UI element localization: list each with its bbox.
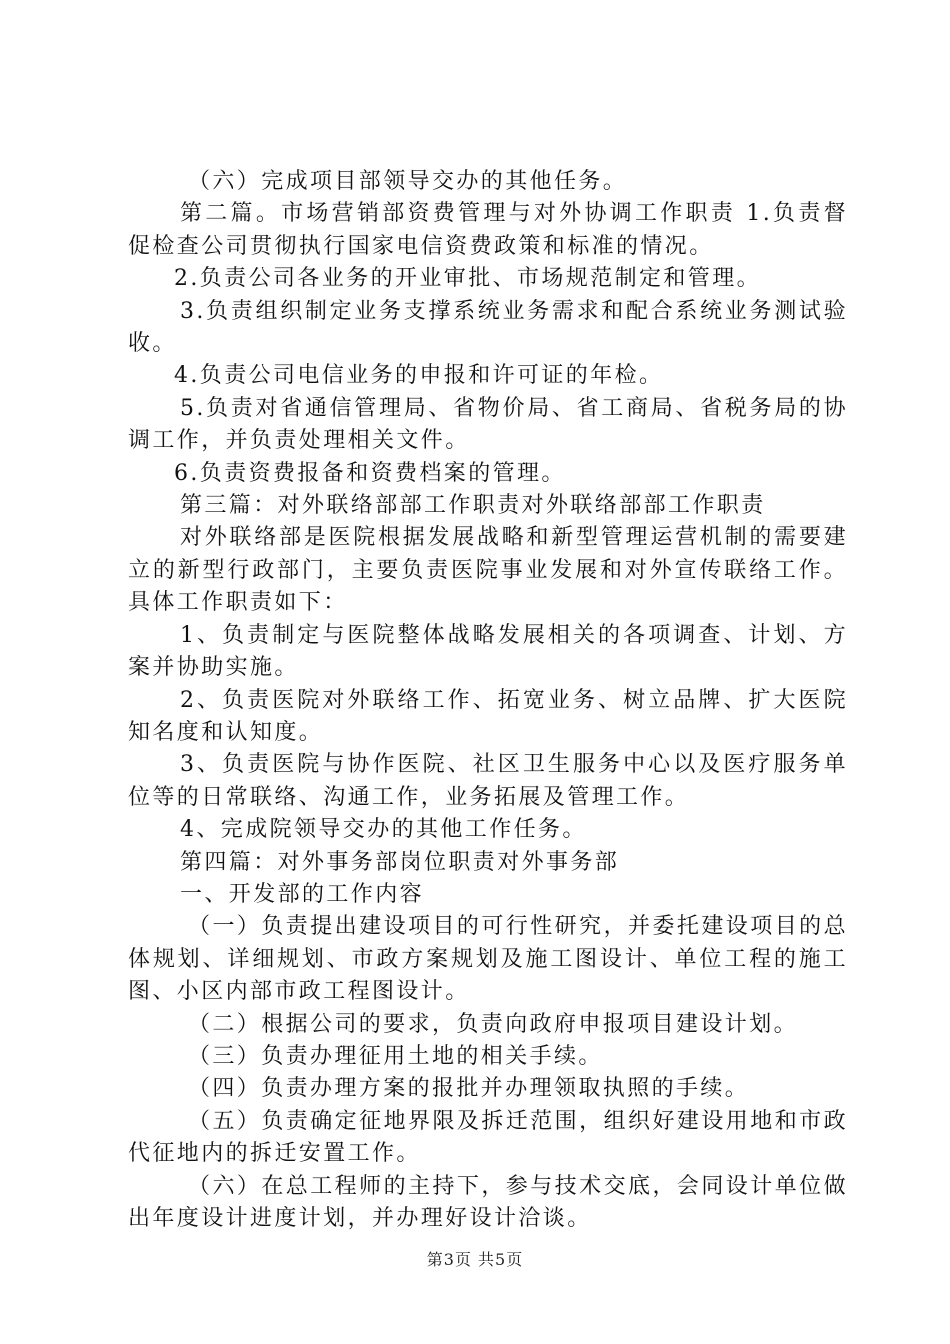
paragraph: （六）在总工程师的主持下，参与技术交底，会同设计单位做出年度设计进度计划，并办理好设计洽谈。 bbox=[128, 1173, 848, 1231]
paragraph: 4、完成院领导交办的其他工作任务。 bbox=[180, 817, 587, 843]
paragraph: 一、开发部的工作内容 bbox=[180, 881, 425, 907]
paragraph: 对外联络部是医院根据发展战略和新型管理运营机制的需要建立的新型行政部门，主要负责医院事业发展和对外宣传联络工作。具体工作职责如下： bbox=[128, 525, 848, 616]
paragraph: 第二篇。市场营销部资费管理与对外协调工作职责 1.负责督促检查公司贯彻执行国家电信资费政策和标准的情况。 bbox=[128, 201, 848, 259]
paragraph: 6.负责资费报备和资费档案的管理。 bbox=[174, 460, 566, 486]
document-body bbox=[128, 166, 848, 1235]
paragraph: 4.负责公司电信业务的申报和许可证的年检。 bbox=[174, 363, 664, 389]
paragraph: （二）根据公司的要求，负责向政府申报项目建设计划。 bbox=[188, 1011, 799, 1037]
paragraph: 1、负责制定与医院整体战略发展相关的各项调查、计划、方案并协助实施。 bbox=[128, 622, 848, 681]
paragraph: 3.负责组织制定业务支撑系统业务需求和配合系统业务测试验收。 bbox=[128, 298, 848, 357]
page-number-footer: 第3页 共5页 bbox=[426, 1250, 524, 1269]
paragraph: （四）负责办理方案的报批并办理领取执照的手续。 bbox=[188, 1076, 750, 1102]
paragraph: 2.负责公司各业务的开业审批、市场规范制定和管理。 bbox=[174, 266, 761, 292]
section-heading: 第四篇：对外事务部岗位职责对外事务部 bbox=[180, 849, 620, 875]
paragraph: （六）完成项目部领导交办的其他任务。 bbox=[188, 169, 628, 194]
paragraph: （一）负责提出建设项目的可行性研究，并委托建设项目的总体规划、详细规划、市政方案规划及施工图设计、单位工程的施工图、小区内部市政工程图设计。 bbox=[128, 914, 848, 1005]
section-heading: 第三篇：对外联络部部工作职责对外联络部部工作职责 bbox=[180, 493, 766, 519]
paragraph: （三）负责办理征用土地的相关手续。 bbox=[188, 1043, 603, 1069]
paragraph: （五）负责确定征地界限及拆迁范围，组织好建设用地和市政代征地内的拆迁安置工作。 bbox=[128, 1108, 848, 1167]
paragraph: 3、负责医院与协作医院、社区卫生服务中心以及医疗服务单位等的日常联络、沟通工作，业务拓展及管理工作。 bbox=[128, 752, 848, 810]
paragraph: 5.负责对省通信管理局、省物价局、省工商局、省税务局的协调工作，并负责处理相关文件。 bbox=[128, 395, 848, 454]
paragraph: 2、负责医院对外联络工作、拓宽业务、树立品牌、扩大医院知名度和认知度。 bbox=[128, 687, 848, 745]
